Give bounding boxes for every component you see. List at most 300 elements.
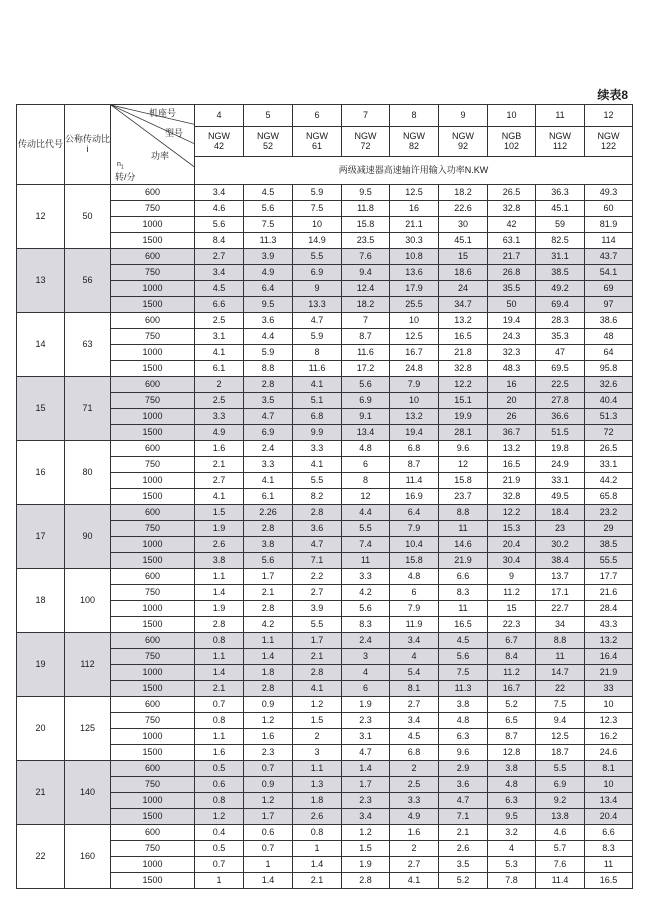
power-value-cell: 26.5 <box>488 185 536 201</box>
power-value-cell: 12.2 <box>488 505 536 521</box>
power-value-cell: 4.8 <box>439 713 488 729</box>
power-value-cell: 1.9 <box>195 521 244 537</box>
power-value-cell: 3.8 <box>439 697 488 713</box>
power-value-cell: 54.1 <box>585 265 633 281</box>
power-value-cell: 4.1 <box>390 873 439 889</box>
power-value-cell: 43.3 <box>585 617 633 633</box>
power-value-cell: 4.6 <box>536 825 585 841</box>
power-value-cell: 19.4 <box>390 425 439 441</box>
power-value-cell: 2.8 <box>244 377 293 393</box>
power-value-cell: 13.4 <box>342 425 390 441</box>
power-value-cell: 5.7 <box>536 841 585 857</box>
power-value-cell: 15.8 <box>390 553 439 569</box>
power-value-cell: 9.5 <box>244 297 293 313</box>
power-value-cell: 2.1 <box>439 825 488 841</box>
power-value-cell: 3.9 <box>293 601 342 617</box>
power-value-cell: 5.5 <box>293 473 342 489</box>
power-value-cell: 12.3 <box>585 713 633 729</box>
power-value-cell: 1.2 <box>244 793 293 809</box>
model-cell: NGW 72 <box>342 127 390 157</box>
power-value-cell: 24.9 <box>536 457 585 473</box>
table-row <box>17 633 633 649</box>
frame-5: 5 <box>244 105 293 127</box>
power-value-cell: 15.1 <box>439 393 488 409</box>
power-value-cell: 17.2 <box>342 361 390 377</box>
power-value-cell: 8.7 <box>342 329 390 345</box>
power-value-cell: 10 <box>390 393 439 409</box>
power-value-cell: 2 <box>195 377 244 393</box>
power-value-cell: 5.3 <box>488 857 536 873</box>
power-value-cell: 3.1 <box>195 329 244 345</box>
power-value-cell: 8.7 <box>488 729 536 745</box>
power-value-cell: 6.8 <box>390 745 439 761</box>
power-value-cell: 1.9 <box>342 697 390 713</box>
power-value-cell: 22.3 <box>488 617 536 633</box>
nominal-ratio-cell: 125 <box>65 697 111 761</box>
power-value-cell: 2 <box>293 729 342 745</box>
power-value-cell: 43.7 <box>585 249 633 265</box>
diagonal-header-cell <box>111 105 195 185</box>
power-value-cell: 10.8 <box>390 249 439 265</box>
power-value-cell: 13.6 <box>390 265 439 281</box>
power-value-cell: 30.3 <box>390 233 439 249</box>
power-value-cell: 0.8 <box>195 713 244 729</box>
power-value-cell: 3.8 <box>195 553 244 569</box>
power-value-cell: 3.4 <box>195 185 244 201</box>
power-value-cell: 21.1 <box>390 217 439 233</box>
power-value-cell: 7.5 <box>439 665 488 681</box>
power-value-cell: 33 <box>585 681 633 697</box>
power-value-cell: 5.5 <box>536 761 585 777</box>
power-value-cell: 1.4 <box>244 873 293 889</box>
power-value-cell: 2.8 <box>293 505 342 521</box>
power-value-cell: 8.8 <box>244 361 293 377</box>
power-value-cell: 17.9 <box>390 281 439 297</box>
power-value-cell: 2.7 <box>195 249 244 265</box>
speed-cell: 1000 <box>111 217 195 233</box>
ratio-code-cell: 20 <box>17 697 65 761</box>
power-value-cell: 9.6 <box>439 745 488 761</box>
power-value-cell: 5.9 <box>293 185 342 201</box>
speed-cell: 1000 <box>111 793 195 809</box>
power-value-cell: 14.7 <box>536 665 585 681</box>
power-value-cell: 8.8 <box>439 505 488 521</box>
power-value-cell: 11.6 <box>293 361 342 377</box>
power-value-cell: 3.4 <box>390 713 439 729</box>
power-value-cell: 4.1 <box>293 681 342 697</box>
power-value-cell: 0.9 <box>244 697 293 713</box>
power-value-cell: 1.8 <box>244 665 293 681</box>
power-value-cell: 2.3 <box>342 793 390 809</box>
model-cell: NGW 82 <box>390 127 439 157</box>
power-value-cell: 9.4 <box>342 265 390 281</box>
power-value-cell: 5.6 <box>195 217 244 233</box>
power-value-cell: 38.5 <box>585 537 633 553</box>
power-value-cell: 34.7 <box>439 297 488 313</box>
power-value-cell: 24 <box>439 281 488 297</box>
power-value-cell: 16 <box>488 377 536 393</box>
power-value-cell: 1.4 <box>244 649 293 665</box>
power-value-cell: 21.9 <box>488 473 536 489</box>
power-value-cell: 8.8 <box>536 633 585 649</box>
power-rating-table <box>16 104 633 889</box>
speed-cell: 600 <box>111 313 195 329</box>
power-value-cell: 2.1 <box>293 873 342 889</box>
power-value-cell: 4.4 <box>244 329 293 345</box>
power-value-cell: 3.3 <box>244 457 293 473</box>
power-value-cell: 11.3 <box>439 681 488 697</box>
header-nominal-ratio: 公称传动比i <box>65 105 111 185</box>
power-value-cell: 6.6 <box>195 297 244 313</box>
speed-cell: 1500 <box>111 809 195 825</box>
power-value-cell: 2.5 <box>195 313 244 329</box>
power-value-cell: 13.2 <box>585 633 633 649</box>
power-value-cell: 8.3 <box>342 617 390 633</box>
power-value-cell: 64 <box>585 345 633 361</box>
power-value-cell: 36.7 <box>488 425 536 441</box>
ratio-code-cell: 15 <box>17 377 65 441</box>
power-value-cell: 11.3 <box>244 233 293 249</box>
power-value-cell: 10 <box>293 217 342 233</box>
power-value-cell: 1.6 <box>195 745 244 761</box>
speed-cell: 600 <box>111 441 195 457</box>
power-value-cell: 3.5 <box>439 857 488 873</box>
power-value-cell: 5.9 <box>293 329 342 345</box>
power-value-cell: 18.6 <box>439 265 488 281</box>
power-value-cell: 6.3 <box>488 793 536 809</box>
power-value-cell: 30.2 <box>536 537 585 553</box>
power-value-cell: 2.8 <box>293 665 342 681</box>
power-value-cell: 11.9 <box>390 617 439 633</box>
power-value-cell: 0.6 <box>195 777 244 793</box>
model-cell: NGW 112 <box>536 127 585 157</box>
power-value-cell: 21.6 <box>585 585 633 601</box>
power-value-cell: 11.4 <box>536 873 585 889</box>
frame-12: 12 <box>585 105 633 127</box>
power-value-cell: 3.3 <box>195 409 244 425</box>
power-value-cell: 19.9 <box>439 409 488 425</box>
power-value-cell: 11.6 <box>342 345 390 361</box>
power-value-cell: 5.6 <box>244 201 293 217</box>
speed-cell: 600 <box>111 825 195 841</box>
power-value-cell: 1.2 <box>244 713 293 729</box>
power-value-cell: 26.8 <box>488 265 536 281</box>
power-value-cell: 7.6 <box>342 249 390 265</box>
table-row <box>17 569 633 585</box>
nominal-ratio-cell: 160 <box>65 825 111 889</box>
power-value-cell: 3.1 <box>342 729 390 745</box>
power-value-cell: 0.7 <box>195 857 244 873</box>
speed-cell: 750 <box>111 457 195 473</box>
nominal-ratio-cell: 71 <box>65 377 111 441</box>
power-value-cell: 2.7 <box>293 585 342 601</box>
power-value-cell: 0.6 <box>244 825 293 841</box>
power-value-cell: 4.1 <box>195 489 244 505</box>
power-value-cell: 16.7 <box>390 345 439 361</box>
power-value-cell: 45.1 <box>439 233 488 249</box>
power-value-cell: 1.6 <box>390 825 439 841</box>
power-value-cell: 16.4 <box>585 649 633 665</box>
header-ratio-code: 传动比代号 <box>17 105 65 185</box>
power-value-cell: 19.4 <box>488 313 536 329</box>
power-value-cell: 2.1 <box>195 457 244 473</box>
ratio-code-cell: 19 <box>17 633 65 697</box>
power-value-cell: 25.5 <box>390 297 439 313</box>
power-value-cell: 8.1 <box>390 681 439 697</box>
power-value-cell: 5.2 <box>488 697 536 713</box>
power-value-cell: 3 <box>293 745 342 761</box>
power-value-cell: 13.3 <box>293 297 342 313</box>
power-value-cell: 2.8 <box>244 521 293 537</box>
power-value-cell: 21.8 <box>439 345 488 361</box>
diag-speed-unit-label: 转/分 <box>115 172 136 182</box>
speed-cell: 1500 <box>111 873 195 889</box>
speed-cell: 750 <box>111 713 195 729</box>
power-value-cell: 4.9 <box>244 265 293 281</box>
power-value-cell: 4.7 <box>244 409 293 425</box>
power-value-cell: 2.6 <box>293 809 342 825</box>
power-value-cell: 51.5 <box>536 425 585 441</box>
speed-cell: 1500 <box>111 553 195 569</box>
power-value-cell: 50 <box>488 297 536 313</box>
power-value-cell: 9 <box>488 569 536 585</box>
ratio-code-cell: 16 <box>17 441 65 505</box>
power-value-cell: 8.2 <box>293 489 342 505</box>
power-value-cell: 9.2 <box>536 793 585 809</box>
power-value-cell: 2.1 <box>244 585 293 601</box>
power-value-cell: 6.4 <box>244 281 293 297</box>
power-value-cell: 2.8 <box>244 681 293 697</box>
speed-cell: 600 <box>111 185 195 201</box>
power-value-cell: 4.9 <box>195 425 244 441</box>
power-value-cell: 7.9 <box>390 601 439 617</box>
power-value-cell: 6.9 <box>342 393 390 409</box>
speed-cell: 1000 <box>111 473 195 489</box>
nominal-ratio-cell: 140 <box>65 761 111 825</box>
power-value-cell: 4 <box>342 665 390 681</box>
power-value-cell: 3.3 <box>342 569 390 585</box>
power-value-cell: 4 <box>390 649 439 665</box>
power-value-cell: 23.2 <box>585 505 633 521</box>
power-value-cell: 17.1 <box>536 585 585 601</box>
power-value-cell: 1.7 <box>244 809 293 825</box>
speed-cell: 1500 <box>111 745 195 761</box>
power-value-cell: 32.8 <box>488 201 536 217</box>
power-value-cell: 22.7 <box>536 601 585 617</box>
power-value-cell: 1 <box>293 841 342 857</box>
speed-cell: 1000 <box>111 537 195 553</box>
power-value-cell: 15.8 <box>342 217 390 233</box>
power-value-cell: 11 <box>439 601 488 617</box>
power-value-cell: 81.9 <box>585 217 633 233</box>
power-value-cell: 69 <box>585 281 633 297</box>
power-value-cell: 3.6 <box>244 313 293 329</box>
power-value-cell: 2 <box>390 761 439 777</box>
power-value-cell: 0.5 <box>195 841 244 857</box>
power-value-cell: 4.1 <box>195 345 244 361</box>
power-value-cell: 0.5 <box>195 761 244 777</box>
power-value-cell: 0.8 <box>293 825 342 841</box>
power-value-cell: 32.8 <box>439 361 488 377</box>
power-value-cell: 16.7 <box>488 681 536 697</box>
power-value-cell: 11 <box>439 521 488 537</box>
speed-cell: 1000 <box>111 665 195 681</box>
power-value-cell: 6.9 <box>293 265 342 281</box>
power-value-cell: 21.9 <box>585 665 633 681</box>
power-value-cell: 1.4 <box>195 585 244 601</box>
model-cell: NGB 102 <box>488 127 536 157</box>
power-value-cell: 9 <box>293 281 342 297</box>
power-value-cell: 0.7 <box>195 697 244 713</box>
power-value-cell: 24.3 <box>488 329 536 345</box>
speed-cell: 600 <box>111 761 195 777</box>
power-value-cell: 1.9 <box>342 857 390 873</box>
speed-cell: 600 <box>111 697 195 713</box>
power-value-cell: 12.4 <box>342 281 390 297</box>
power-value-cell: 22.6 <box>439 201 488 217</box>
power-value-cell: 1.3 <box>293 777 342 793</box>
power-value-cell: 15.3 <box>488 521 536 537</box>
speed-cell: 750 <box>111 393 195 409</box>
power-value-cell: 2.6 <box>195 537 244 553</box>
power-value-cell: 34 <box>536 617 585 633</box>
power-value-cell: 1.2 <box>342 825 390 841</box>
frame-8: 8 <box>390 105 439 127</box>
ratio-code-cell: 17 <box>17 505 65 569</box>
power-value-cell: 4.9 <box>390 809 439 825</box>
continued-table-label: 续表8 <box>597 88 628 102</box>
power-value-cell: 12.2 <box>439 377 488 393</box>
power-value-cell: 11.8 <box>342 201 390 217</box>
power-value-cell: 8 <box>293 345 342 361</box>
nominal-ratio-cell: 80 <box>65 441 111 505</box>
ratio-code-cell: 22 <box>17 825 65 889</box>
power-value-cell: 16.5 <box>488 457 536 473</box>
speed-cell: 1500 <box>111 297 195 313</box>
power-value-cell: 3.2 <box>488 825 536 841</box>
power-value-cell: 9.9 <box>293 425 342 441</box>
power-value-cell: 1.5 <box>293 713 342 729</box>
power-value-cell: 1.4 <box>342 761 390 777</box>
power-value-cell: 15.8 <box>439 473 488 489</box>
power-value-cell: 4.2 <box>244 617 293 633</box>
power-value-cell: 1.9 <box>195 601 244 617</box>
power-value-cell: 28.3 <box>536 313 585 329</box>
power-value-cell: 2.8 <box>195 617 244 633</box>
power-value-cell: 10.4 <box>390 537 439 553</box>
power-value-cell: 31.1 <box>536 249 585 265</box>
power-value-cell: 4.5 <box>195 281 244 297</box>
power-value-cell: 0.9 <box>244 777 293 793</box>
power-value-cell: 3.5 <box>244 393 293 409</box>
power-value-cell: 32.3 <box>488 345 536 361</box>
power-value-cell: 35.5 <box>488 281 536 297</box>
power-value-cell: 9.5 <box>488 809 536 825</box>
power-value-cell: 6.4 <box>390 505 439 521</box>
model-cell: NGW 122 <box>585 127 633 157</box>
speed-cell: 750 <box>111 649 195 665</box>
power-value-cell: 1.1 <box>195 569 244 585</box>
power-value-cell: 48.3 <box>488 361 536 377</box>
power-value-cell: 4.5 <box>390 729 439 745</box>
power-value-cell: 2.26 <box>244 505 293 521</box>
power-value-cell: 18.2 <box>439 185 488 201</box>
power-value-cell: 2.2 <box>293 569 342 585</box>
power-value-cell: 1.7 <box>244 569 293 585</box>
power-value-cell: 42 <box>488 217 536 233</box>
power-value-cell: 8.4 <box>195 233 244 249</box>
power-value-cell: 13.4 <box>585 793 633 809</box>
power-value-cell: 4.1 <box>244 473 293 489</box>
power-value-cell: 4.8 <box>488 777 536 793</box>
power-value-cell: 6.9 <box>244 425 293 441</box>
power-value-cell: 5.6 <box>244 553 293 569</box>
power-value-cell: 27.8 <box>536 393 585 409</box>
power-value-cell: 33.1 <box>585 457 633 473</box>
power-value-cell: 7.1 <box>439 809 488 825</box>
power-value-cell: 2.7 <box>195 473 244 489</box>
power-value-cell: 11.2 <box>488 665 536 681</box>
model-cell: NGW 42 <box>195 127 244 157</box>
frame-7: 7 <box>342 105 390 127</box>
power-value-cell: 2.1 <box>293 649 342 665</box>
power-value-cell: 72 <box>585 425 633 441</box>
power-value-cell: 38.6 <box>585 313 633 329</box>
power-value-cell: 49.5 <box>536 489 585 505</box>
model-cell: NGW 92 <box>439 127 488 157</box>
power-value-cell: 4 <box>488 841 536 857</box>
power-value-cell: 4.7 <box>342 745 390 761</box>
power-value-cell: 7.9 <box>390 521 439 537</box>
speed-cell: 750 <box>111 201 195 217</box>
power-value-cell: 8.3 <box>439 585 488 601</box>
nominal-ratio-cell: 90 <box>65 505 111 569</box>
power-value-cell: 5.1 <box>293 393 342 409</box>
power-value-cell: 6.8 <box>390 441 439 457</box>
power-value-cell: 2.5 <box>390 777 439 793</box>
power-value-cell: 2.9 <box>439 761 488 777</box>
power-value-cell: 4.7 <box>293 313 342 329</box>
speed-cell: 1000 <box>111 409 195 425</box>
power-value-cell: 35.3 <box>536 329 585 345</box>
power-value-cell: 7.5 <box>244 217 293 233</box>
power-value-cell: 2.4 <box>342 633 390 649</box>
power-value-cell: 5.6 <box>342 601 390 617</box>
speed-cell: 1500 <box>111 489 195 505</box>
power-value-cell: 65.8 <box>585 489 633 505</box>
frame-4: 4 <box>195 105 244 127</box>
power-value-cell: 4.8 <box>342 441 390 457</box>
power-value-cell: 69.4 <box>536 297 585 313</box>
power-value-cell: 6 <box>390 585 439 601</box>
power-value-cell: 26.5 <box>585 441 633 457</box>
power-value-cell: 1.1 <box>195 649 244 665</box>
speed-cell: 600 <box>111 377 195 393</box>
power-value-cell: 1.1 <box>293 761 342 777</box>
power-value-cell: 18.2 <box>342 297 390 313</box>
power-value-cell: 3.4 <box>390 633 439 649</box>
power-value-cell: 20.4 <box>585 809 633 825</box>
power-value-cell: 23.5 <box>342 233 390 249</box>
speed-cell: 1000 <box>111 601 195 617</box>
power-value-cell: 9.5 <box>342 185 390 201</box>
table-row <box>17 505 633 521</box>
power-value-cell: 1.5 <box>342 841 390 857</box>
power-value-cell: 7 <box>342 313 390 329</box>
power-value-cell: 2.1 <box>195 681 244 697</box>
power-title: 两级减速器高速轴许用输入功率N.KW <box>195 157 633 185</box>
nominal-ratio-cell: 50 <box>65 185 111 249</box>
